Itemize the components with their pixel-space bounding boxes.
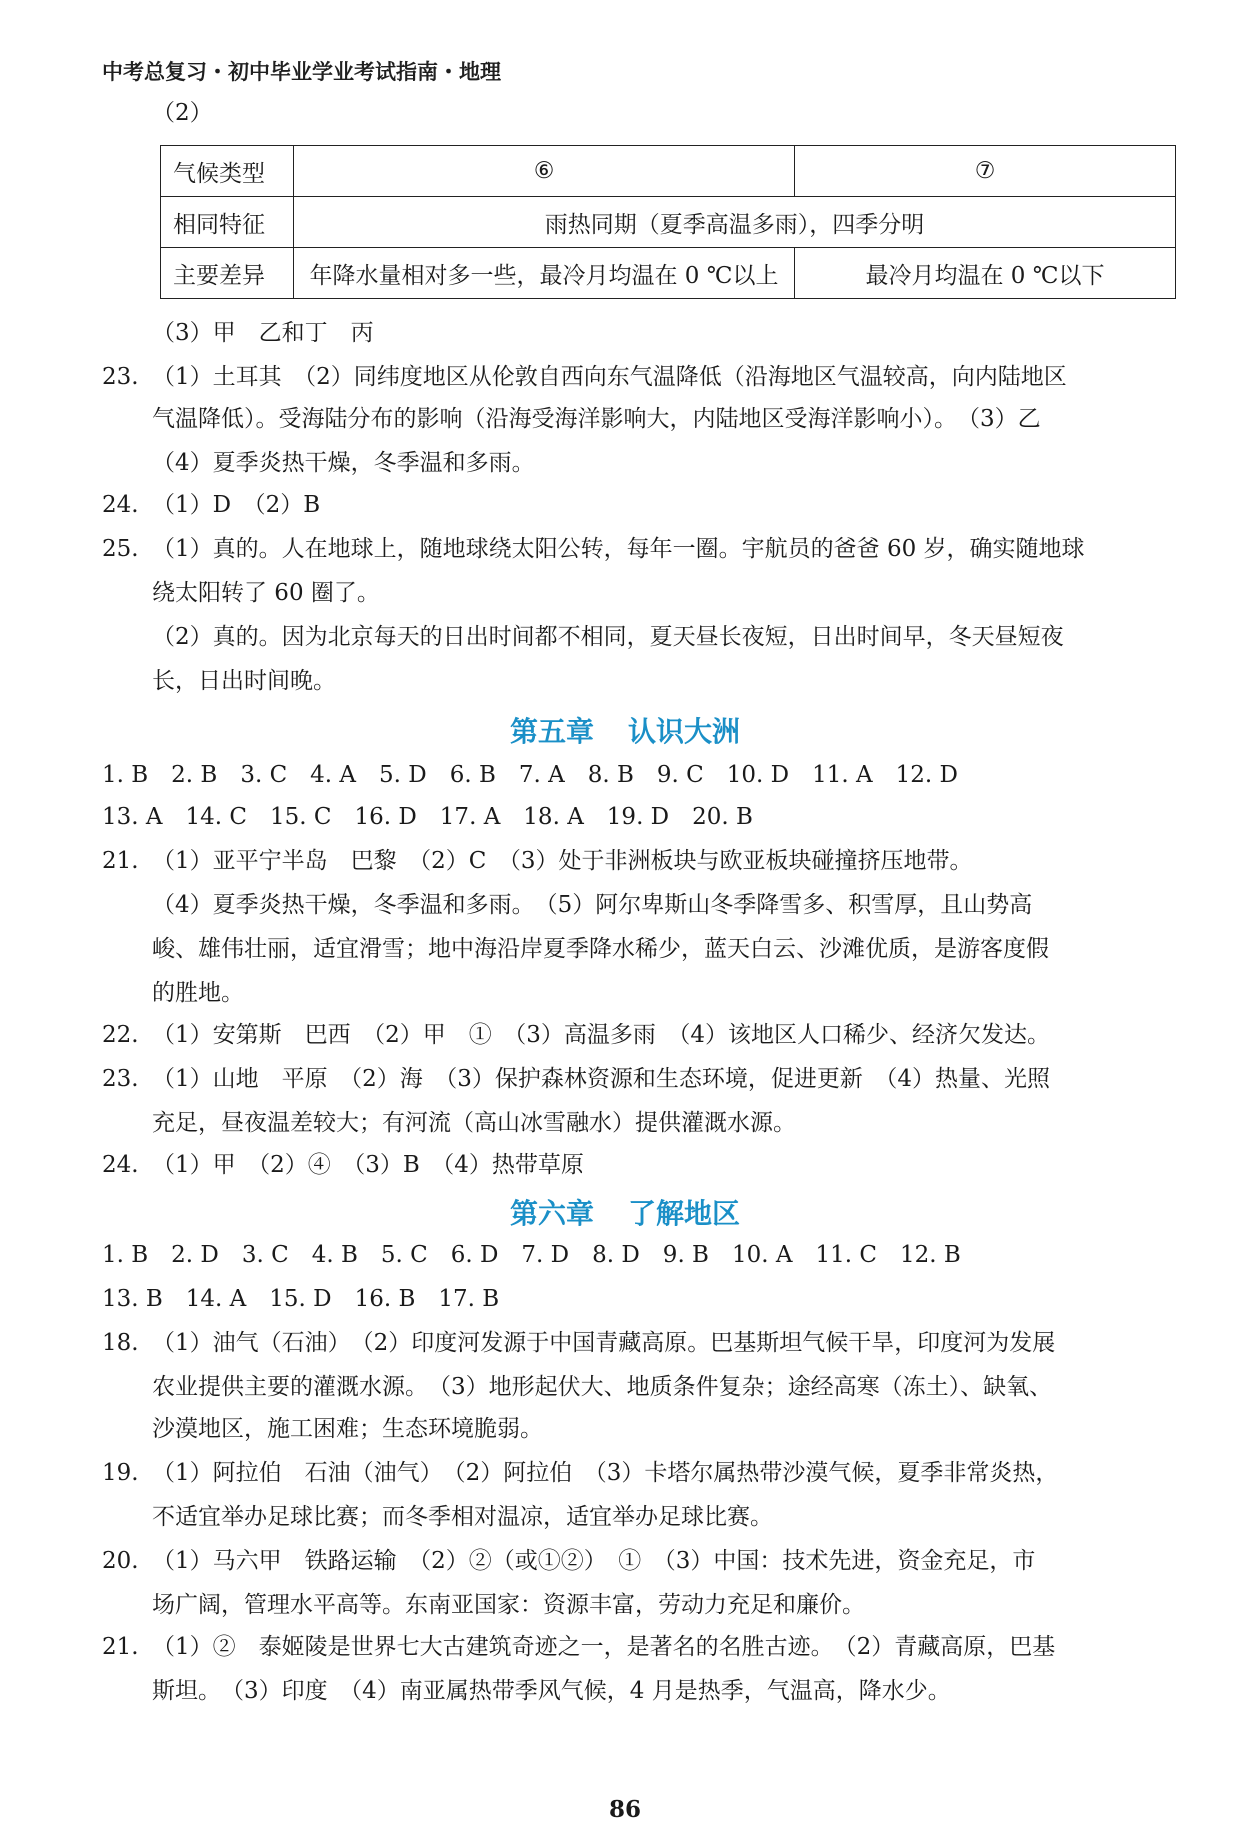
answer-line: （1）阿拉伯 石油（油气） （2）阿拉伯 （3）卡塔尔属热带沙漠气候，夏季非常炎热， [152,1460,1059,1486]
question-number: 24. [102,1152,139,1178]
climate-comparison-table [160,145,1176,299]
multiple-choice-answers: 13. B 14. A 15. D 16. B 17. B [102,1286,500,1312]
table-cell: ⑦ [795,146,1176,197]
question-number: 21. [102,848,139,874]
answer-line: 绕太阳转了 60 圈了。 [152,580,380,606]
answer-line: 充足，昼夜温差较大；有河流（高山冰雪融水）提供灌溉水源。 [152,1110,796,1136]
answer-line: （1）土耳其 （2）同纬度地区从伦敦自西向东气温降低（沿海地区气温较高，向内陆地区 [152,364,1067,390]
chapter-name: 认识大洲 [628,715,741,748]
chapter-5-title [0,710,1250,750]
question-number: 21. [102,1634,139,1660]
answer-line: （2）真的。因为北京每天的日出时间都不相同，夏天昼长夜短，日出时间早，冬天昼短夜 [152,624,1064,650]
answer-line: 沙漠地区，施工困难；生态环境脆弱。 [152,1416,543,1442]
table-row [161,197,1176,248]
table-row [161,248,1176,299]
running-header: 中考总复习・初中毕业学业考试指南・地理 [102,60,501,84]
answer-line: 峻、雄伟壮丽，适宜滑雪；地中海沿岸夏季降水稀少，蓝天白云、沙滩优质，是游客度假 [152,936,1049,962]
question-number: 18. [102,1330,139,1356]
chapter-number: 第五章 [509,715,594,748]
answer-line: 不适宜举办足球比赛；而冬季相对温凉，适宜举办足球比赛。 [152,1504,773,1530]
multiple-choice-answers: 1. B 2. B 3. C 4. A 5. D 6. B 7. A 8. B 9. C 10. D 11. A 12. D [102,762,958,788]
answer-line: （1）安第斯 巴西 （2）甲 ① （3）高温多雨 （4）该地区人口稀少、经济欠发达。 [152,1022,1051,1048]
table-cell: ⑥ [294,146,795,197]
part3-answer: （3）甲 乙和丁 丙 [152,320,374,346]
chapter-number: 第六章 [509,1197,594,1230]
question-number: 24. [102,492,139,518]
answer-line: 农业提供主要的灌溉水源。 （3）地形起伏大、地质条件复杂；途经高寒（冻土）、缺氧、 [152,1374,1053,1400]
answer-line: 长，日出时间晚。 [152,668,336,694]
chapter-name: 了解地区 [628,1197,741,1230]
multiple-choice-answers: 13. A 14. C 15. C 16. D 17. A 18. A 19. D 20. B [102,804,753,830]
answer-line: （1）② 泰姬陵是世界七大古建筑奇迹之一，是著名的名胜古迹。 （2）青藏高原，巴基 [152,1634,1056,1660]
question-number: 20. [102,1548,139,1574]
table-cell: 最冷月均温在 0 ℃以下 [795,248,1176,299]
chapter-6-title [0,1192,1250,1232]
answer-line: 的胜地。 [152,980,244,1006]
table-row [161,146,1176,197]
answer-line: 场广阔，管理水平高等。东南亚国家：资源丰富，劳动力充足和廉价。 [152,1592,865,1618]
question-number: 19. [102,1460,139,1486]
page-number: 86 [608,1796,641,1823]
answer-line: 气温降低）。受海陆分布的影响（沿海受海洋影响大，内陆地区受海洋影响小）。 （3）乙 [152,406,1041,432]
row-header: 相同特征 [161,197,294,248]
answer-line: 斯坦。 （3）印度 （4）南亚属热带季风气候，4 月是热季，气温高，降水少。 [152,1678,951,1704]
answer-line: （1）油气（石油） （2）印度河发源于中国青藏高原。巴基斯坦气候干旱，印度河为发展 [152,1330,1056,1356]
question-number: 23. [102,364,139,390]
answer-line: （1）甲 （2）④ （3）B （4）热带草原 [152,1152,584,1178]
answer-line: （1）D （2）B [152,492,321,518]
table-cell: 雨热同期（夏季高温多雨），四季分明 [294,197,1176,248]
row-header: 主要差异 [161,248,294,299]
question-number: 25. [102,536,139,562]
answer-line: （4）夏季炎热干燥，冬季温和多雨。 （5）阿尔卑斯山冬季降雪多、积雪厚，且山势高 [152,892,1033,918]
part2-label: （2） [152,100,213,126]
answer-line: （1）真的。人在地球上，随地球绕太阳公转，每年一圈。宇航员的爸爸 60 岁，确实随地球 [152,536,1085,562]
multiple-choice-answers: 1. B 2. D 3. C 4. B 5. C 6. D 7. D 8. D 9. B 10. A 11. C 12. B [102,1242,961,1268]
question-number: 22. [102,1022,139,1048]
row-header: 气候类型 [161,146,294,197]
answer-line: （1）马六甲 铁路运输 （2）②（或①②） ① （3）中国：技术先进，资金充足，市 [152,1548,1036,1574]
table-cell: 年降水量相对多一些，最冷月均温在 0 ℃以上 [294,248,795,299]
answer-line: （1）山地 平原 （2）海 （3）保护森林资源和生态环境，促进更新 （4）热量、光照 [152,1066,1051,1092]
answer-line: （4）夏季炎热干燥，冬季温和多雨。 [152,450,535,476]
answer-line: （1）亚平宁半岛 巴黎 （2）C （3）处于非洲板块与欧亚板块碰撞挤压地带。 [152,848,973,874]
question-number: 23. [102,1066,139,1092]
